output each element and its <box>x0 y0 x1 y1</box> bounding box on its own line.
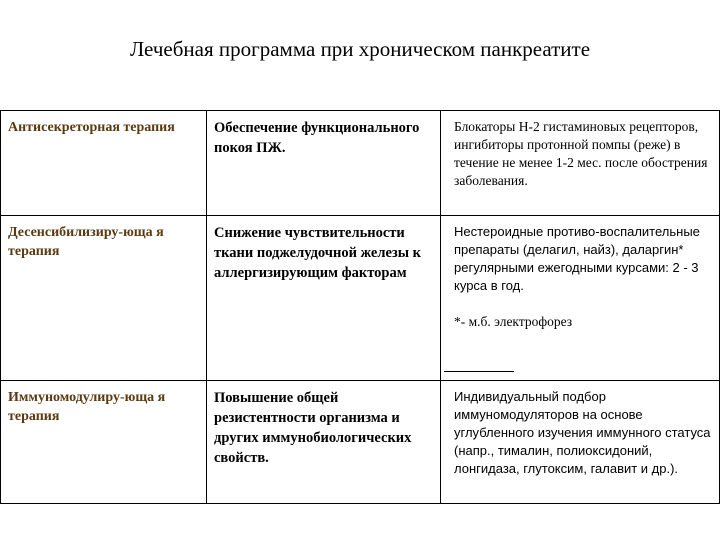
goal-cell <box>207 216 441 381</box>
therapy-category: Десенсибилизиру-юща я терапия <box>8 225 164 259</box>
table-row <box>1 381 720 504</box>
therapy-method: Индивидуальный подбор иммуномодуляторов на основе углубленного изучения иммунного статуса (напр., тималин, полиоксидоний, лонгидаза, глутоксим, галавит и др.). <box>454 389 711 476</box>
method-cell <box>441 111 720 216</box>
therapy-method: Нестероидные противо-воспалительные препараты (делагил, найз), даларгин* регулярными ежегодными курсами: 2 - 3 курса в год. <box>454 224 700 293</box>
table-row <box>1 111 720 216</box>
therapy-goal: Снижение чувствительности ткани поджелудочной железы к аллергизирующим факторам <box>214 225 422 281</box>
footnote: *- м.б. электрофорез <box>454 314 573 329</box>
therapy-goal: Обеспечение функционального покоя ПЖ. <box>214 120 420 156</box>
table-row <box>1 216 720 381</box>
footnote-underline <box>444 371 514 372</box>
therapy-goal: Повышение общей резистентности организма и других иммунобиологических свойств. <box>214 390 412 466</box>
goal-cell <box>207 381 441 504</box>
category-cell <box>1 216 207 381</box>
category-cell <box>1 111 207 216</box>
therapy-method: Блокаторы Н-2 гистаминовых рецепторов, ингибиторы протонной помпы (реже) в течение не менее 1-2 мес. после обострения заболевания. <box>454 119 708 188</box>
method-cell <box>441 216 720 381</box>
category-cell <box>1 381 207 504</box>
method-cell <box>441 381 720 504</box>
therapy-category: Иммуномодулиру-юща я терапия <box>8 390 166 424</box>
treatment-program-table <box>0 110 720 504</box>
goal-cell <box>207 111 441 216</box>
slide-title: Лечебная программа при хроническом панкреатите <box>129 37 591 61</box>
therapy-category: Антисекреторная терапия <box>8 120 175 135</box>
